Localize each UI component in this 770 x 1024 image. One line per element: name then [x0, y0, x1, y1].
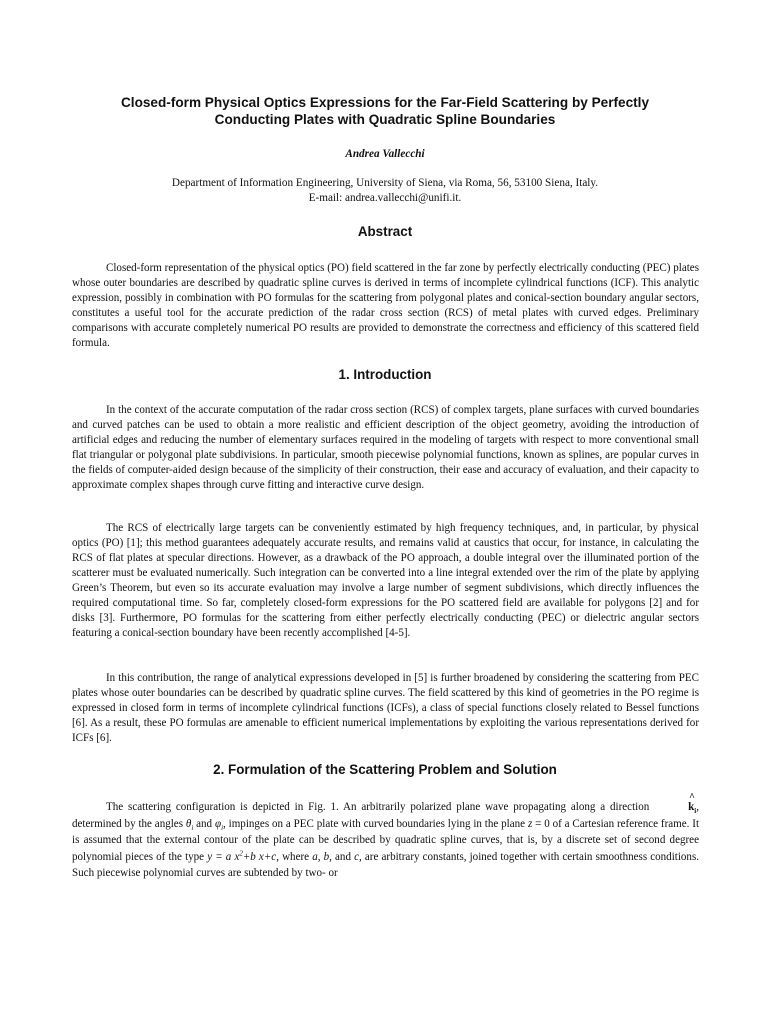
paper-title [60, 94, 710, 128]
incidence-direction-symbol: ^ $k_i$ [654, 799, 696, 816]
affiliation-block [60, 176, 710, 206]
formulation-text-f: are arbitrary constants, joined together with certain smoothness conditions. Such piecewise polynomial curves are subtended by two- or [72, 850, 700, 879]
theta-symbol: $\theta_i$ [185, 817, 194, 832]
formulation-text-e: , where [276, 850, 310, 863]
z-symbol: z [527, 817, 533, 830]
formulation-text-c: , impinges on a PEC plate with curved boundaries lying in the plane [223, 817, 526, 830]
intro-paragraph-2: The RCS of electrically large targets can be conveniently estimated by high frequency techniques, and, in particular, by physical optics (PO) [1]; this method guarantees adequately accurate results, and remains valid at caustics that occur, for instance, in calculating the RCS of flat plates at specular directions. However, as a drawback of the PO approach, a double integral over the illuminated portion of the scatterer must be evaluated numerically. Such integration can be converted into a line integral extended over the rim of the plate by applying Green’s Theorem, but even so its accurate evaluation may involve a large number of segment subdivisions, which directly influences the required computational time. So far, completely closed-form expressions for the PO scattered field are available for polygons [2] and for disks [3]. Furthermore, PO formulas for the scattering from either perfectly electrically conducting (PEC) or dielectric angular sectors featuring a conical-section boundary have been recently accomplished [4-5]. [72, 522, 699, 639]
formulation-and-2: and [335, 850, 351, 863]
intro-paragraph-1: In the context of the accurate computation of the radar cross section (RCS) of complex targets, plane surfaces with curved boundaries and curved patches can be used to obtain a more realistic and efficient description of the object geometry, avoiding the introduction of artificial edges and reducing the number of elementary surfaces required in the modeling of targets with respect to more conventional small flat triangular or polygonal plate subdivisions. In particular, smooth piecewise polynomial functions, known as splines, are popular curves in the fields of computer-aided design because of the simplicity of their construction, their ease and accuracy of evaluation, and their capacity to approximate complex shapes through curve fitting and interactive curve design. [72, 404, 699, 491]
abstract-text: Closed-form representation of the physical optics (PO) field scattered in the far zone by perfectly electrically conducting (PEC) plates whose outer boundaries are described by quadratic spline curves is derived in terms of incomplete cylindrical functions (ICF). This analytic expression, possibly in combination with PO formulas for the scattering from polygonal plates and conical-section boundary angular sectors, constitutes a useful tool for the accurate prediction of the radar cross section (RCS) of metal plates with curved edges. Preliminary comparisons with accurate completely numerical PO results are provided to demonstrate the correctness and efficiency of this scattered field formula. [72, 262, 699, 349]
spline-equation: y = a $x^2+b$ x+c [207, 848, 277, 863]
section-heading-formulation: 2. Formulation of the Scattering Problem and Solution [213, 762, 557, 777]
formulation-text-b: , determined by the angles [72, 801, 699, 830]
formulation-paragraph-1 [72, 792, 700, 882]
title-line-1: Closed-form Physical Optics Expressions for the Far-Field Scattering by Perfectly [120, 95, 650, 110]
affiliation: Department of Information Engineering, University of Siena, via Roma, 56, 53100 Siena, Italy. [171, 177, 599, 189]
coefficient-c: c, [354, 850, 362, 863]
email: E-mail: andrea.vallecchi@unifi.it. [308, 192, 462, 204]
formulation-and: and [196, 817, 213, 830]
unit-vector-hat: ^ [689, 792, 695, 803]
abstract-heading: Abstract [357, 224, 413, 239]
formulation-text-a: The scattering configuration is depicted in Fig. 1. An arbitrarily polarized plane wave propagating along a direction [106, 801, 650, 813]
author-name: Andrea Vallecchi [345, 148, 425, 160]
coefficients-ab: a, b, [312, 850, 332, 863]
phi-symbol: $\varphi_i$ [214, 817, 224, 832]
intro-paragraph-3: In this contribution, the range of analytical expressions developed in [5] is further broadened by considering the scattering from PEC plates whose outer boundaries can be described by quadratic spline curves. The field scattered by this kind of geometries in the PO regime is expressed in closed form in terms of incomplete cylindrical functions (ICFs), a class of special functions closely related to Bessel functions [6]. As a result, these PO formulas are amenable to efficient numerical implementations by exploiting the various representations derived for ICFs [6]. [72, 672, 699, 744]
formulation-text-d: = 0 of a Cartesian reference frame. It is assumed that the external contour of the plate can be described by quadratic spline curves, that is, by a discrete set of second degree polynomial pieces of the type [72, 817, 700, 863]
section-heading-introduction: 1. Introduction [338, 367, 432, 382]
title-line-2: Conducting Plates with Quadratic Spline Boundaries [214, 112, 556, 127]
